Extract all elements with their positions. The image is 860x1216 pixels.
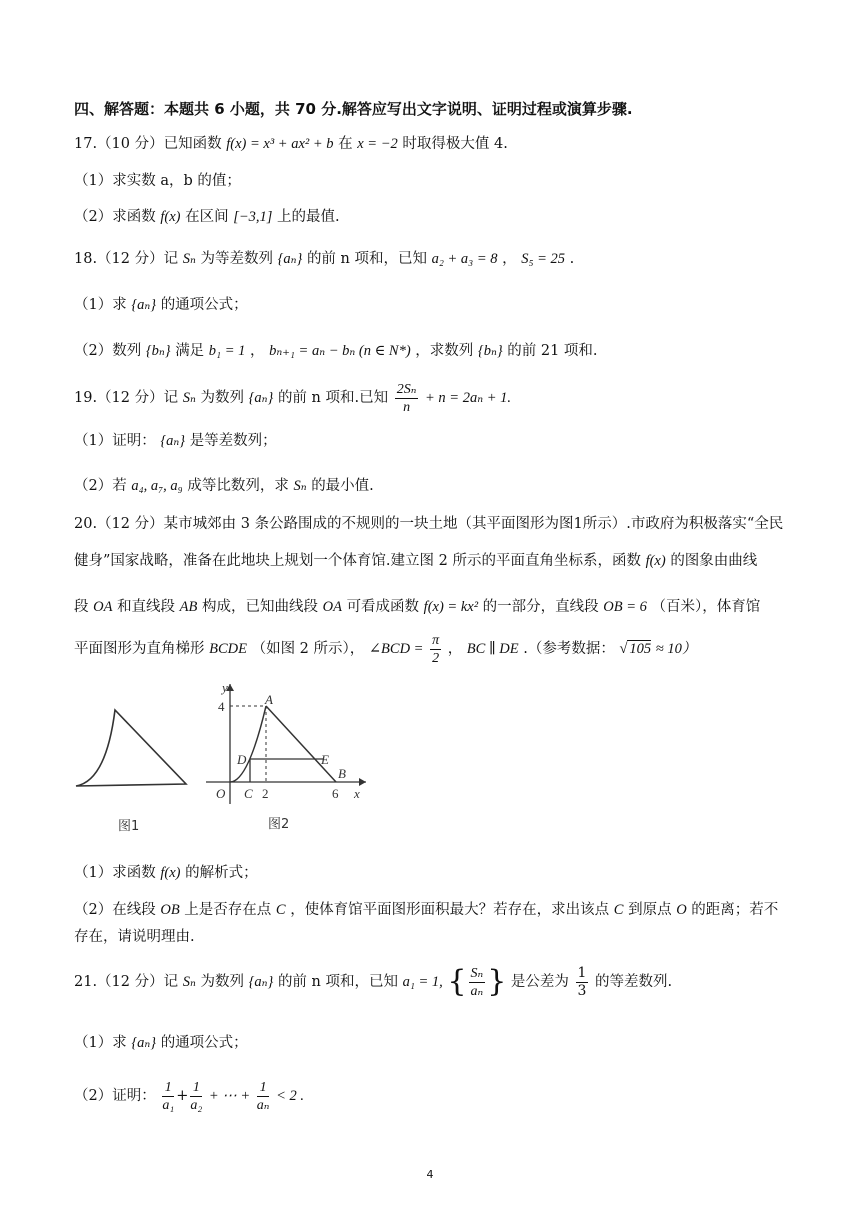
q19-part1: （1）证明： {aₙ} 是等差数列； <box>74 433 277 449</box>
sqrt-expression: √ 105 <box>619 641 652 657</box>
fig2-segment-AB <box>266 706 336 782</box>
figure-1 <box>76 710 186 834</box>
fig2-label-B: B <box>338 766 346 781</box>
fig2-label-E: E <box>321 752 329 767</box>
term-2-fraction: $\frac{1}{\text{a₂}}$ <box>190 1079 203 1113</box>
fig2-label-A: A <box>265 692 273 707</box>
right-brace: } <box>487 964 507 999</box>
figure-2 <box>206 680 366 832</box>
fig2-label-x: x <box>354 786 360 801</box>
fig2-label-six: 6 <box>332 786 339 801</box>
q17-stem: 17.（10 分）已知函数 f(x) = x³ + ax² + b 在 x = −2 时取得极大值 4. <box>74 136 508 152</box>
fig2-label-D: D <box>237 752 247 767</box>
q20-line1: 20.（12 分）某市城郊由 3 条公路围成的不规则的一块土地（其平面图形为图1所示）.市政府为积极落实“全民 <box>74 516 784 532</box>
q20-line3: 段 OA 和直线段 AB 构成，已知曲线段 OA 可看成函数 f(x) = kx² 的一部分，直线段 OB = 6 （百米），体育馆 <box>74 599 761 615</box>
q17-part1: （1）求实数 a，b 的值； <box>74 173 241 189</box>
q17-part2: （2）求函数 f(x) 在区间 [−3,1] 上的最值. <box>74 209 340 225</box>
q21-stem: 21.（12 分）记 Sₙ 为数列 {aₙ} 的前 n 项和，已知 a₁ = 1, { $\frac{\text{Sₙ}}{\text{aₙ}}$ } 是公差为 $\frac{1}{3}$ 的等差数列. <box>74 964 673 999</box>
q18-part2: （2）数列 {bₙ} 满足 b₁ = 1 ， bₙ₊₁ = aₙ − bₙ (n ∈ N*) ，求数列 {bₙ} 的前 21 项和. <box>74 343 598 359</box>
q19-part2: （2）若 a₄, a₇, a₉ 成等比数列，求 Sₙ 的最小值. <box>74 478 374 494</box>
fig2-caption: 图2 <box>268 817 290 832</box>
q20-line4: 平面图形为直角梯形 BCDE （如图 2 所示）， ∠BCD = $\frac{\pi}{2}$ ， BC ∥ DE .（参考数据： √ 105 ≈ 10） <box>74 632 697 666</box>
term-1-fraction: $\frac{1}{\text{a₁}}$ <box>162 1079 175 1113</box>
q18-part1: （1）求 {aₙ} 的通项公式； <box>74 297 248 313</box>
q21-part1: （1）求 {aₙ} 的通项公式； <box>74 1035 248 1051</box>
term-n-fraction: $\frac{1}{\text{aₙ}}$ <box>256 1079 270 1113</box>
pi-over-2-fraction: $\frac{\pi}{2}$ <box>432 632 440 666</box>
q19-fraction: $\frac{\text{2Sₙ}}{n}$ <box>396 381 417 415</box>
fig2-label-y: y <box>222 680 228 695</box>
page-number: 4 <box>426 1168 434 1181</box>
fig2-label-two: 2 <box>262 786 269 801</box>
fig2-label-C: C <box>244 786 253 801</box>
fig1-land-shape <box>76 710 186 786</box>
q20-part1: （1）求函数 f(x) 的解析式； <box>74 865 258 881</box>
q19-stem: 19.（12 分）记 Sₙ 为数列 {aₙ} 的前 n 项和.已知 $\frac{\text{2Sₙ}}{n}$ + n = 2aₙ + 1. <box>74 381 511 415</box>
left-brace: { <box>447 964 467 999</box>
common-difference-fraction: $\frac{1}{3}$ <box>577 964 587 999</box>
q20-figures <box>70 676 370 836</box>
q20-part2-line1: （2）在线段 OB 上是否存在点 C ，使体育馆平面图形面积最大？若存在，求出该点 C 到原点 O 的距离；若不 <box>74 902 779 918</box>
q21-part2: （2）证明： $\frac{1}{\text{a₁}}$ + $\frac{1}{\text{a₂}}$ + ⋯ + $\frac{1}{\text{aₙ}}$ < 2 . <box>74 1079 305 1113</box>
fig2-label-O: O <box>216 786 226 801</box>
sn-over-an-fraction: $\frac{\text{Sₙ}}{\text{aₙ}}$ <box>470 965 484 999</box>
q20-part2-line2: 存在，请说明理由. <box>74 929 195 945</box>
fig2-label-four: 4 <box>218 699 225 714</box>
fig2-x-arrow <box>359 778 366 786</box>
q20-line2: 健身”国家战略，准备在此地块上规划一个体育馆.建立图 2 所示的平面直角坐标系，函数 f(x) 的图象由曲线 <box>74 553 758 569</box>
fig2-curve-OA <box>230 706 266 782</box>
q18-stem: 18.（12 分）记 Sₙ 为等差数列 {aₙ} 的前 n 项和，已知 a₂ + a₃ = 8 ， S₅ = 25 . <box>74 251 575 267</box>
fig1-caption: 图1 <box>118 819 140 834</box>
section-heading: 四、解答题：本题共 6 小题，共 70 分.解答应写出文字说明、证明过程或演算步骤. <box>74 100 633 118</box>
